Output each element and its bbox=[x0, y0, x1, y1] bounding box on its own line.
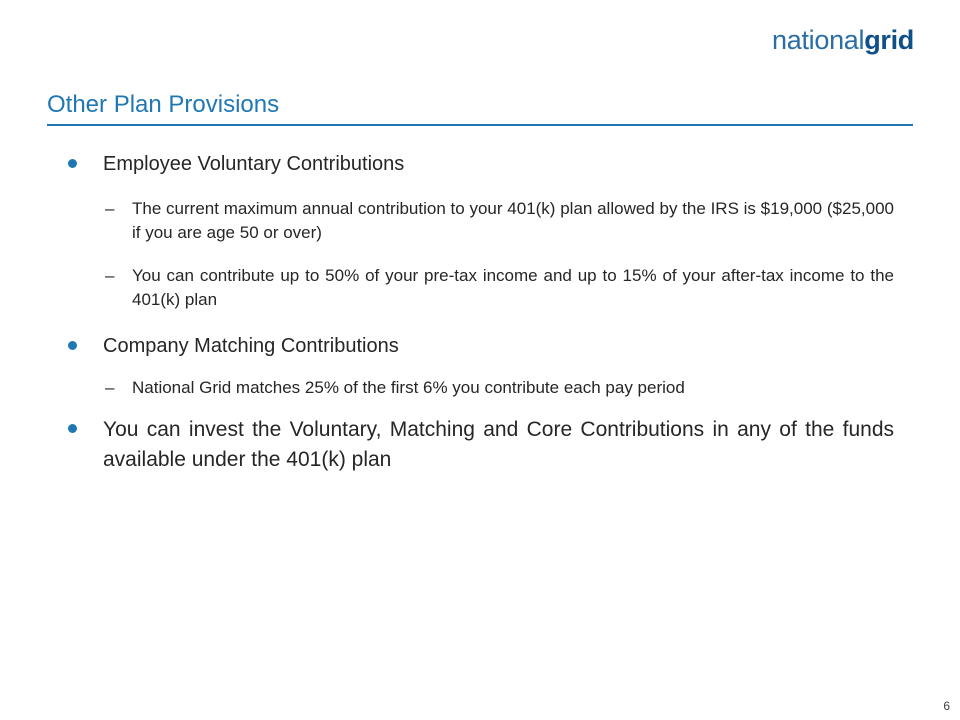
bullet-item bbox=[64, 150, 894, 178]
bullet-dot-icon bbox=[68, 159, 77, 168]
dash-icon: – bbox=[105, 266, 115, 285]
dash-icon: – bbox=[105, 378, 115, 397]
bullet-item bbox=[64, 415, 894, 475]
bullet-text: Employee Voluntary Contributions bbox=[103, 153, 405, 175]
bullet-dot-icon bbox=[68, 424, 77, 433]
sub-bullet-text: You can contribute up to 50% of your pre-tax income and up to 15% of your after-tax income to the 401(k) plan bbox=[132, 266, 894, 309]
bullet-dot-icon bbox=[68, 341, 77, 350]
logo-text-light: national bbox=[772, 25, 865, 55]
page-number: 6 bbox=[943, 699, 950, 713]
national-grid-logo bbox=[772, 24, 914, 56]
bullet-item bbox=[64, 332, 894, 360]
bullet-text: Company Matching Contributions bbox=[103, 335, 399, 357]
sub-bullet-item bbox=[64, 376, 894, 400]
sub-bullet-item bbox=[64, 264, 894, 312]
title-divider bbox=[47, 124, 913, 126]
sub-bullet-text: The current maximum annual contribution to your 401(k) plan allowed by the IRS is $19,000 ($25,000 if you are age 50 or over) bbox=[132, 199, 894, 242]
slide-content bbox=[64, 150, 894, 475]
sub-bullet-text: National Grid matches 25% of the first 6% you contribute each pay period bbox=[132, 378, 685, 397]
slide-title: Other Plan Provisions bbox=[47, 91, 280, 118]
bullet-text: You can invest the Voluntary, Matching and Core Contributions in any of the funds available under the 401(k) plan bbox=[103, 418, 894, 471]
logo-text-bold: grid bbox=[864, 25, 914, 55]
sub-bullet-item bbox=[64, 197, 894, 245]
dash-icon: – bbox=[105, 199, 115, 218]
